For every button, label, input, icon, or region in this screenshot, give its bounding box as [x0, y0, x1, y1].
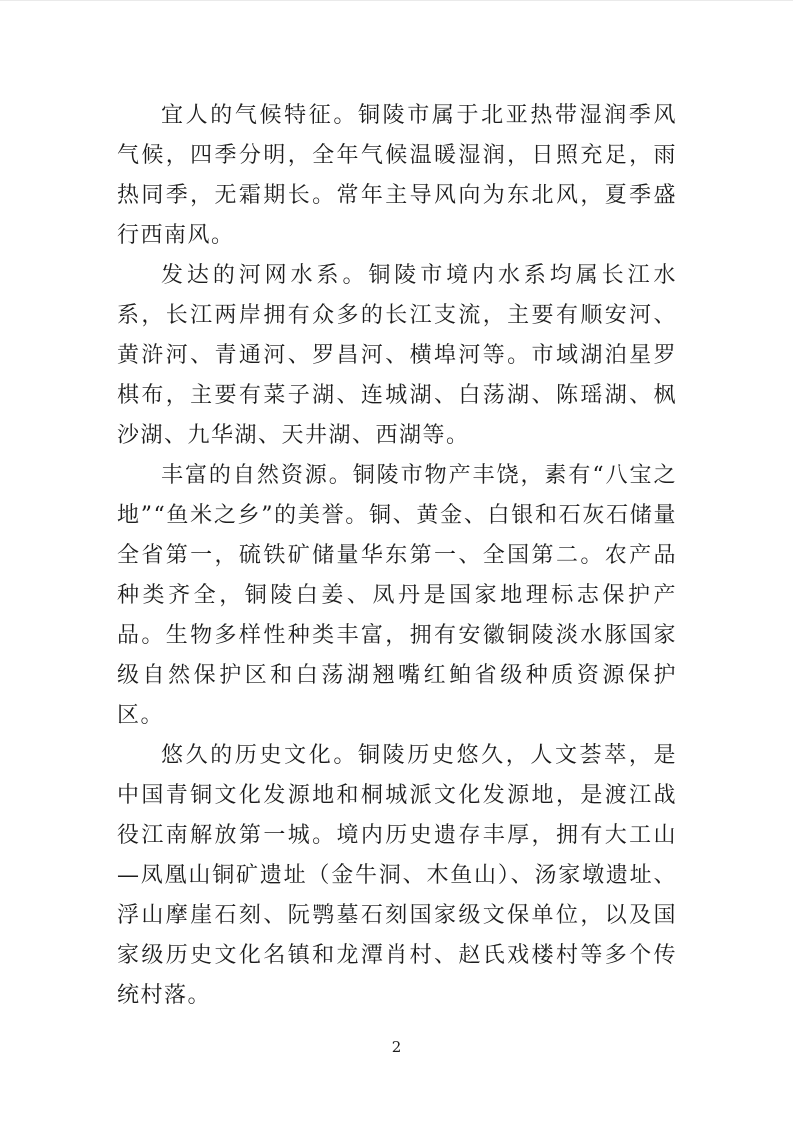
page-number: 2 [391, 1038, 402, 1056]
document-body [117, 96, 677, 1016]
paragraph-river-network: 发达的河网水系。铜陵市境内水系均属长江水系，长江两岸拥有众多的长江支流，主要有顺安河、黄浒河、青通河、罗昌河、横埠河等。市域湖泊星罗棋布，主要有菜子湖、连城湖、白荡湖、陈瑶湖、枫沙湖、九华湖、天井湖、西湖等。 [117, 263, 677, 448]
page-footer [0, 1037, 793, 1056]
paragraph-history-culture: 悠久的历史文化。铜陵历史悠久，人文荟萃，是中国青铜文化发源地和桐城派文化发源地，是渡江战役江南解放第一城。境内历史遗存丰厚，拥有大工山—凤凰山铜矿遗址（金牛洞、木鱼山）、汤家墩遗址、浮山摩崖石刻、阮鹗墓石刻国家级文保单位，以及国家级历史文化名镇和龙潭肖村、赵氏戏楼村等多个传统村落。 [117, 743, 677, 1008]
paragraph-climate: 宜人的气候特征。铜陵市属于北亚热带湿润季风气候，四季分明，全年气候温暖湿润，日照充足，雨热同季，无霜期长。常年主导风向为东北风，夏季盛行西南风。 [117, 103, 677, 248]
paragraph-natural-resources: 丰富的自然资源。铜陵市物产丰饶，素有“八宝之地”“鱼米之乡”的美誉。铜、黄金、白银和石灰石储量全省第一，硫铁矿储量华东第一、全国第二。农产品种类齐全，铜陵白姜、凤丹是国家地理标志保护产品。生物多样性种类丰富，拥有安徽铜陵淡水豚国家级自然保护区和白荡湖翘嘴红鲌省级种质资源保护区。 [117, 463, 677, 728]
